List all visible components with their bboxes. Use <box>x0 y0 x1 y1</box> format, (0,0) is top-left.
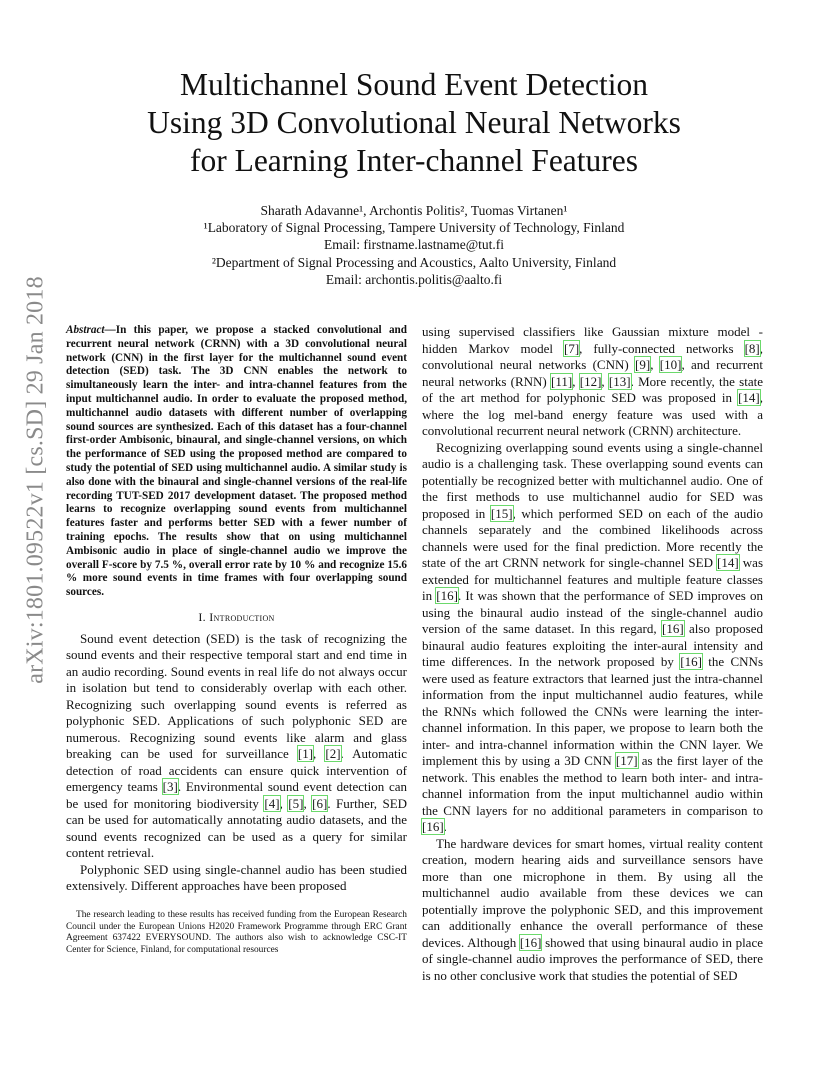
citation-link[interactable]: [15] <box>490 505 513 521</box>
citation-link[interactable]: [7] <box>563 340 580 356</box>
citation-link[interactable]: [8] <box>744 340 760 356</box>
paragraph-text: . Automatic detection of road accidents can ensure quick intervention of emergency teams <box>66 746 407 795</box>
citation-link[interactable]: [3] <box>162 779 178 795</box>
paragraph-text: also proposed binaural audio features exploiting the inter-aural intensity and time differences. In the network proposed by <box>422 621 763 669</box>
citation-link[interactable]: [14] <box>717 555 739 570</box>
citation-link[interactable]: [12] <box>579 373 602 389</box>
arxiv-side-stamp <box>16 276 56 684</box>
paragraph-text: . Environmental sound event detection can be used for monitoring biodiversity <box>66 779 408 811</box>
section-heading <box>66 610 407 625</box>
paragraph-text: was extended for multichannel features and multiple feature classes in <box>422 555 763 603</box>
email-2: Email: archontis.politis@aalto.fi <box>325 271 503 287</box>
section-title: Introduction <box>209 609 275 624</box>
email-1: Email: firstname.lastname@tut.fi <box>323 237 504 253</box>
paragraph-text: Recognizing overlapping sound events using a single-channel audio is a challenging task. These overlapping sound events can potentially be recognized better with multichannel audio. One of the first methods to use multichannel audio for SED was proposed in <box>422 439 763 521</box>
citation-link[interactable]: [4] <box>264 795 280 811</box>
paragraph-text: . Further, SED can be used for automatically annotating audio datasets, and the sound events recognized can be used as a query for similar content retrieval. <box>66 795 408 861</box>
citation-link[interactable]: [6] <box>312 795 328 811</box>
paragraph-text: . More recently, the state of the art method for polyphonic SED was proposed in <box>422 373 764 405</box>
abstract-text: —In this paper, we propose a stacked convolutional and recurrent neural network (CRNN) with a 3D convolutional neural network (CNN) in the first layer for the multichannel sound event detection (SED) task. The 3D CNN enables the network to simultaneously learn the inter- and intra-channel features from the input multichannel audio. In order to evaluate the proposed method, multichannel audio datasets with different number of overlapping sound sources are synthesized. Each of this dataset has a four-channel first-order Ambisonic, binaural, and single-channel versions, on which the performance of SED using the proposed method are compared to study the potential of SED using multichannel audio. A similar study is also done with the binaural and single-channel versions of the real-life recording TUT-SED 2017 development dataset. The proposed method learns to recognize overlapping sound events from multichannel features faster and performs better SED with a fewer number of training epochs. The results show that on using multichannel Ambisonic audio in place of single-channel audio we improve the overall F-score by 7.5 %, overall error rate by 10 % and recognize 15.6 % more sound events in time frames with four overlapping sound sources. <box>66 324 407 599</box>
right-column <box>422 324 763 984</box>
abstract <box>66 324 407 600</box>
citation-link[interactable]: [5] <box>288 795 304 811</box>
author-block <box>60 202 768 288</box>
paragraph-text: , <box>572 373 580 389</box>
paragraph-text: , <box>279 795 289 811</box>
citation-link[interactable]: [13] <box>608 373 631 389</box>
paragraph-text: , <box>313 746 326 762</box>
citation-link[interactable]: [16] <box>680 654 702 669</box>
title-line: Multichannel Sound Event Detection <box>179 67 649 102</box>
paragraph-text: , fully-connected networks <box>579 340 745 356</box>
citation-link[interactable]: [16] <box>436 588 458 603</box>
left-column <box>66 324 407 895</box>
intro-paragraph <box>422 324 763 440</box>
footnote <box>66 910 407 956</box>
intro-paragraph <box>66 631 407 862</box>
citation-link[interactable]: [2] <box>325 746 341 762</box>
affiliation-2: ²Department of Signal Processing and Acoustics, Aalto University, Finland <box>211 254 617 270</box>
citation-link[interactable]: [9] <box>635 357 651 372</box>
intro-paragraph: Polyphonic SED using single-channel audio has been studied extensively. Different approaches have been proposed <box>66 861 407 894</box>
paragraph-text: , convolutional neural networks (CNN) <box>422 340 763 372</box>
paragraph-text: The hardware devices for smart homes, virtual reality content creation, modern hearing aids and surveillance sensors have more than one microphone in them. By using all the multichannel audio available from these devices we can potentially improve the polyphonic SED, and this improvement can additionally enhance the overall performance of these devices. Although <box>422 835 763 950</box>
paragraph-text: as the first layer of the network. This enables the method to learn both inter- and intra-channel information from the input multichannel audio within the CNN layers for no additional parameters in comparison to <box>422 753 763 818</box>
paragraph-text: . It was shown that the performance of SED improves on using the binaural audio instead of the single-channel audio version of the same dataset. In this regard, <box>422 588 763 636</box>
citation-link[interactable]: [16] <box>422 819 444 834</box>
citation-link[interactable]: [16] <box>661 621 684 636</box>
citation-link[interactable]: [10] <box>659 357 682 372</box>
paragraph-text: Sound event detection (SED) is the task of recognizing the sound events and their respective temporal start and end time in an audio recording. Sound events in real life do not always occur in isolation but tend to considerably overlap with each other. Recognizing such overlapping sound events is referred as polyphonic SED. Applications of such polyphonic SED are numerous. Recognizing sound events like alarm and glass breaking can be used for surveillance <box>66 630 407 762</box>
citation-link[interactable]: [17] <box>615 753 638 768</box>
citation-link[interactable]: [11] <box>551 373 573 389</box>
paragraph-text: using supervised classifiers like Gaussian mixture model - hidden Markov model <box>422 324 763 356</box>
author-names: Sharath Adavanne¹, Archontis Politis², Tuomas Virtanen¹ <box>260 203 568 218</box>
paragraph-text: , where the log mel-band energy feature was used with a convolutional recurrent neural network (CRNN) architecture. <box>422 390 763 438</box>
paragraph-text: , <box>601 373 609 389</box>
paragraph-text: , <box>303 795 313 811</box>
paragraph-text: , and recurrent neural networks (RNN) <box>422 357 764 389</box>
paragraph-text: , which performed SED on each of the audio channels separately and the combined likelihoods across channels were used for the final prediction. More recently the state of the art CRNN network for single-channel SED <box>422 505 763 570</box>
paragraph-text: the CNNs were used as feature extractors that learned just the intra-channel information from the input multichannel audio features, while the RNNs which followed the CNNs were learning the inter-channel information. In this paper, we propose to learn both the inter- and intra-channel information within the CNN layer. We implement this by using a 3D CNN <box>422 654 764 768</box>
intro-paragraph <box>422 440 763 836</box>
paragraph-text: . <box>443 819 447 834</box>
citation-link[interactable]: [14] <box>738 390 760 405</box>
citation-link[interactable]: [1] <box>297 746 314 762</box>
affiliation-1: ¹Laboratory of Signal Processing, Tampere University of Technology, Finland <box>203 220 625 236</box>
title-line: Using 3D Convolutional Neural Networks <box>147 105 681 140</box>
section-number: I. <box>198 609 206 624</box>
intro-paragraph <box>422 836 763 985</box>
title-line: for Learning Inter-channel Features <box>189 143 639 178</box>
arxiv-stamp-text: arXiv:1801.09522v1 [cs.SD] 29 Jan 2018 <box>22 276 49 684</box>
citation-link[interactable]: [16] <box>519 934 542 950</box>
footnote-text: The research leading to these results has received funding from the European Research Council under the European Unions H2020 Framework Programme through ERC Grant Agreement 637422 EVERYSOUND. The authors also wish to acknowledge CSC-IT Center for Science, Finland, for computational resources <box>66 910 407 955</box>
abstract-label: Abstract <box>66 324 105 336</box>
paragraph-text: , <box>650 357 660 372</box>
paragraph-text: showed that using binaural audio in place of single-channel audio improves the performance of SED, there is no other conclusive work that studies the potential of SED <box>422 934 763 983</box>
paper-title <box>70 66 758 180</box>
